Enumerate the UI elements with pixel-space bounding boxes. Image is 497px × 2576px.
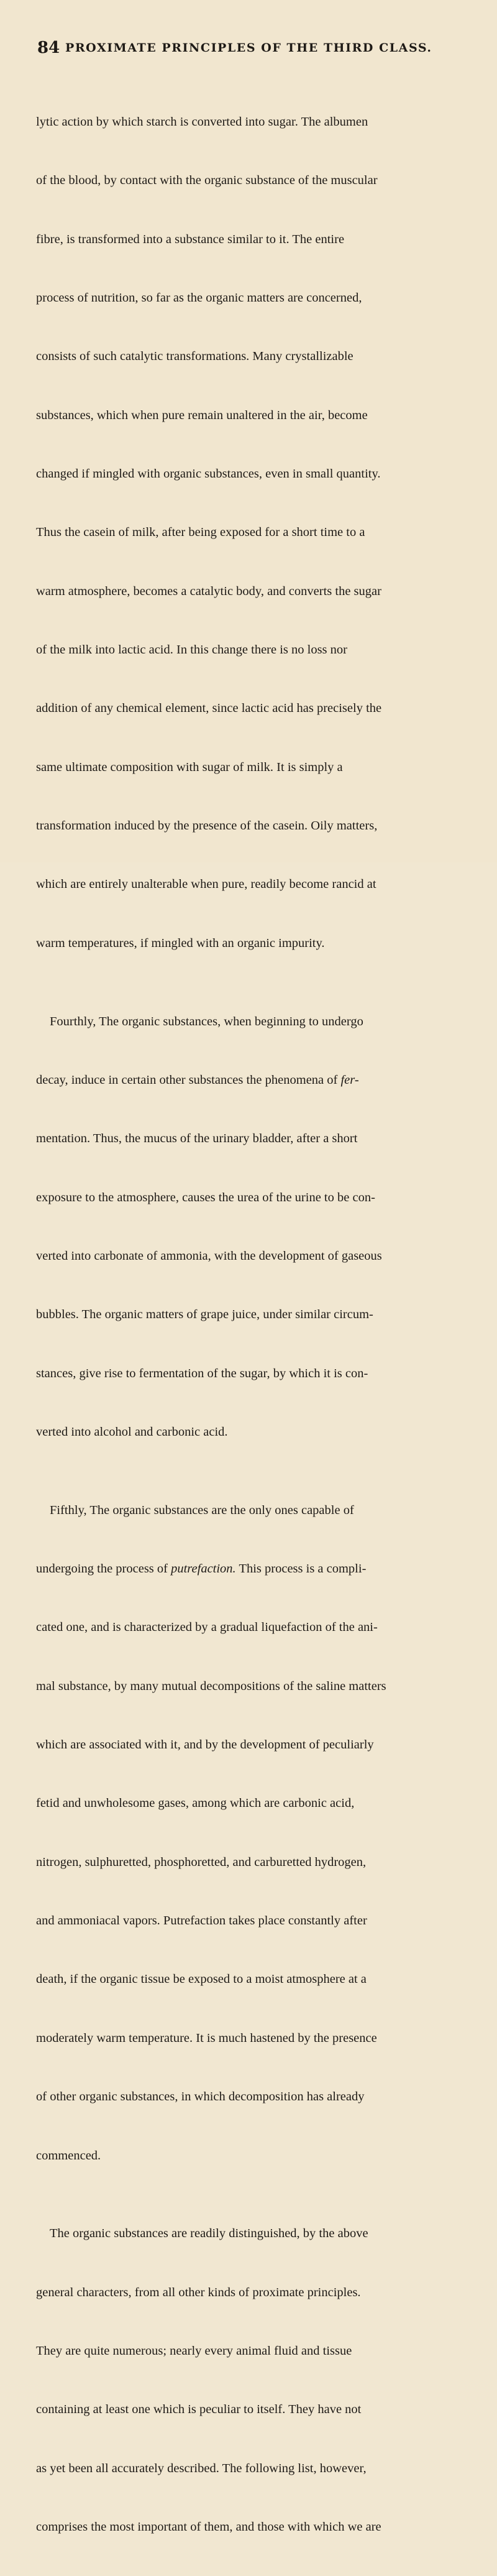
text-line: bubbles. The organic matters of grape juice, under similar circum-: [36, 1308, 373, 1322]
text-line: fibre, is transformed into a substance similar to it. The entire: [36, 232, 345, 246]
text-line: commenced.: [36, 2148, 101, 2163]
paragraph-organic-first-line: The organic substances are readily distinguished, by the above: [50, 2227, 368, 2241]
running-head: PROXIMATE PRINCIPLES OF THE THIRD CLASS.: [65, 41, 432, 55]
body-text: [36, 73, 452, 2576]
text-line: mal substance, by many mutual decompositions of the saline matters: [36, 1679, 386, 1693]
text-line: moderately warm temperature. It is much hastened by the presence: [36, 2031, 377, 2045]
text-line: nitrogen, sulphuretted, phosphoretted, and carburetted hydrogen,: [36, 1855, 367, 1869]
fermentation-line: [36, 1071, 452, 1090]
text-line: verted into alcohol and carbonic acid.: [36, 1424, 228, 1439]
text-line: containing at least one which is peculiar to itself. They have not: [36, 2403, 362, 2417]
text-line: of other organic substances, in which decomposition has already: [36, 2090, 365, 2104]
text-line: which are associated with it, and by the development of peculiarly: [36, 1738, 374, 1752]
text-line: Thus the casein of milk, after being exposed for a short time to a: [36, 525, 365, 540]
text-line: cated one, and is characterized by a gradual liquefaction of the ani-: [36, 1620, 378, 1635]
page-header: [37, 39, 435, 60]
text-line: general characters, from all other kinds of proximate principles.: [36, 2285, 361, 2299]
putrefaction-tail-text: This process is a compli-: [235, 1562, 367, 1576]
page-number: 84: [37, 39, 60, 57]
putrefaction-line: [36, 1559, 452, 1579]
text-line: and ammoniacal vapors. Putrefaction takes place constantly after: [36, 1914, 367, 1928]
text-line: fetid and unwholesome gases, among which are carbonic acid,: [36, 1796, 355, 1811]
text-line: stances, give rise to fermentation of the sugar, by which it is con-: [36, 1366, 368, 1380]
text-line: warm temperatures, if mingled with an organic impurity.: [36, 936, 325, 950]
fermentation-lead-text: decay, induce in certain other substances the phenomena of: [36, 1073, 341, 1087]
text-line: process of nutrition, so far as the organic matters are concerned,: [36, 290, 362, 305]
text-line: same ultimate composition with sugar of milk. It is simply a: [36, 760, 343, 774]
text-line: of the milk into lactic acid. In this change there is no loss nor: [36, 643, 347, 657]
text-line: warm atmosphere, becomes a catalytic body, and converts the sugar: [36, 584, 381, 598]
text-line: consists of such catalytic transformations. Many crystallizable: [36, 349, 353, 364]
text-line: exposure to the atmosphere, causes the urea of the urine to be con-: [36, 1190, 375, 1204]
putrefaction-italic-word: putrefaction.: [171, 1562, 236, 1576]
text-line: comprises the most important of them, and those with which we are: [36, 2520, 381, 2534]
text-line: of the blood, by contact with the organic substance of the muscular: [36, 173, 378, 188]
text-line: mentation. Thus, the mucus of the urinary bladder, after a short: [36, 1132, 358, 1146]
text-line: which are entirely unalterable when pure, readily become rancid at: [36, 877, 376, 892]
text-line: verted into carbonate of ammonia, with the development of gaseous: [36, 1249, 382, 1263]
text-line: lytic action by which starch is converted into sugar. The albumen: [36, 114, 368, 129]
text-line: death, if the organic tissue be exposed to a moist atmosphere at a: [36, 1972, 367, 1987]
text-line: changed if mingled with organic substances, even in small quantity.: [36, 466, 381, 481]
text-line: substances, which when pure remain unaltered in the air, become: [36, 408, 368, 422]
paragraph-fourthly-first-line: Fourthly, The organic substances, when beginning to undergo: [50, 1014, 363, 1028]
paragraph-fifthly-first-line: Fifthly, The organic substances are the only ones capable of: [50, 1503, 354, 1517]
text-line: as yet been all accurately described. The following list, however,: [36, 2461, 367, 2475]
text-line: transformation induced by the presence of the casein. Oily matters,: [36, 819, 378, 833]
text-line: addition of any chemical element, since lactic acid has precisely the: [36, 701, 382, 716]
putrefaction-lead-text: undergoing the process of: [36, 1562, 171, 1576]
fermentation-italic-word: fer-: [340, 1073, 359, 1087]
text-line: They are quite numerous; nearly every animal fluid and tissue: [36, 2343, 352, 2358]
